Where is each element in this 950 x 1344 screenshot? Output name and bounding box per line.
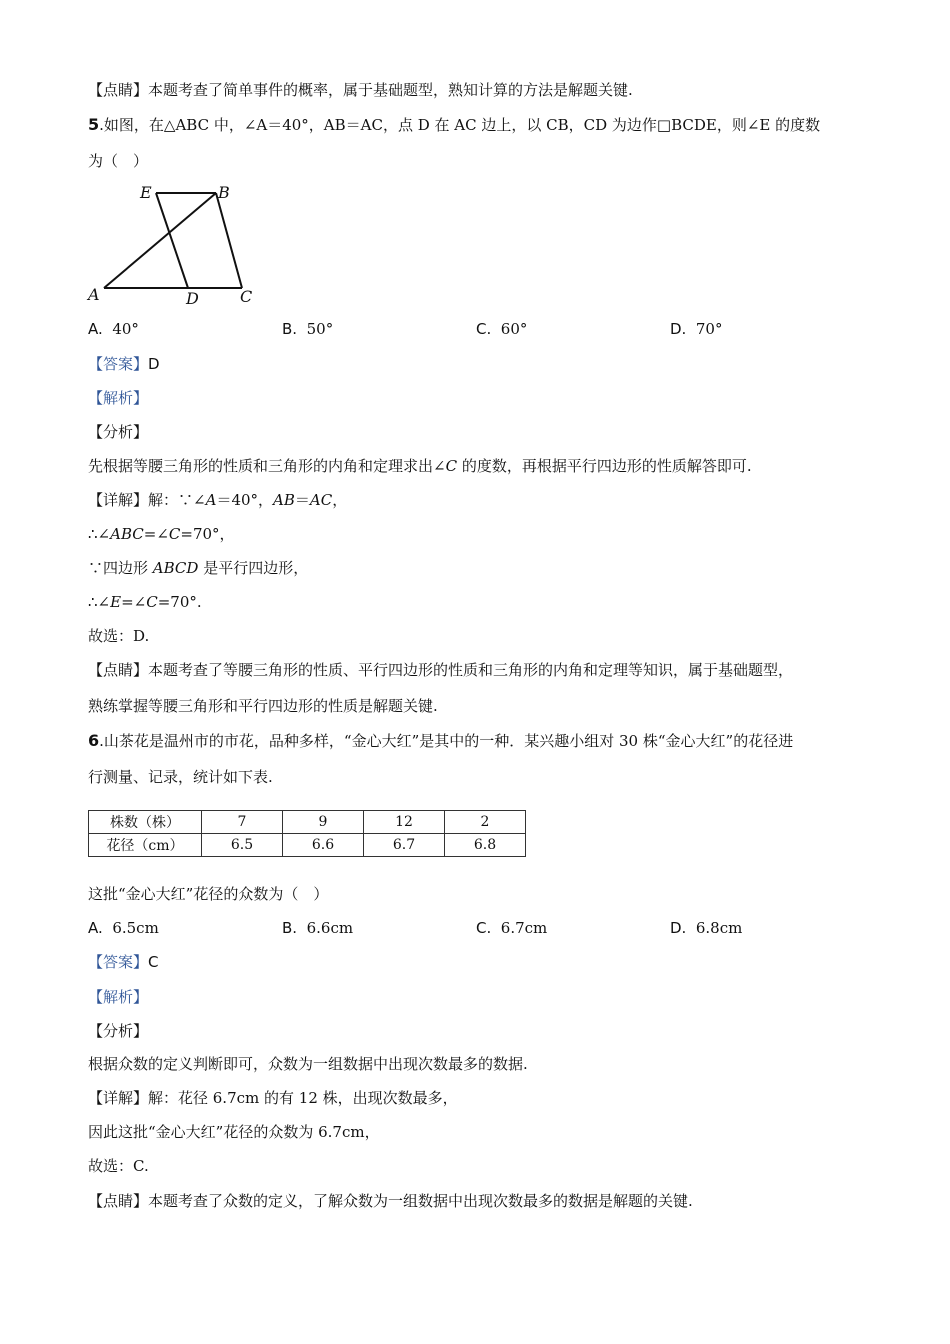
q5-option-c: C. 60° [476,320,528,338]
q6-option-a: A. 6.5cm [88,919,159,937]
q6-stem-line1 [88,731,793,751]
label-c: C [240,287,253,306]
q6-number: 6 [88,731,100,750]
q5-step1: ∴∠ABC=∠C=70°， [88,525,235,543]
q5-stem-line1 [88,115,820,135]
table-header-count: 株数（株） [89,811,202,834]
q6-detail-line2: 因此这批“金心大红”花径的众数为 6.7cm， [88,1123,380,1141]
q6-remark: 【点睛】本题考查了众数的定义，了解众数为一组数据中出现次数最多的数据是解题的关键. [88,1192,693,1210]
table-cell: 6.5 [202,834,283,857]
q6-answer: 【答案】C [88,953,159,971]
q5-remark-line1: 【点睛】本题考查了等腰三角形的性质、平行四边形的性质和三角形的内角和定理等知识，属于基础题型， [88,661,794,679]
q5-analysis-label: 【解析】 [88,389,149,407]
table-cell: 6.6 [283,834,364,857]
label-e: E [140,183,152,202]
q5-fenxi-text: 先根据等腰三角形的性质和三角形的内角和定理求出∠C 的度数，再根据平行四边形的性质解答即可. [88,457,752,475]
q6-fenxi-text: 根据众数的定义判断即可，众数为一组数据中出现次数最多的数据. [88,1055,528,1073]
flower-diameter-table [88,810,526,857]
segment-bc [216,193,242,288]
q6-analysis-label: 【解析】 [88,988,149,1006]
q5-remark-line2: 熟练掌握等腰三角形和平行四边形的性质是解题关键. [88,697,438,715]
q5-fenxi-label: 【分析】 [88,423,149,441]
label-b: B [218,183,230,202]
q6-fenxi-label: 【分析】 [88,1022,149,1040]
q5-choice: 故选：D. [88,627,150,645]
q6-option-d: D. 6.8cm [670,919,743,937]
parallelogram-figure [84,178,264,308]
table-cell: 6.7 [364,834,445,857]
q5-step3: ∴∠E=∠C=70°. [88,593,202,611]
q6-option-b: B. 6.6cm [282,919,354,937]
table-row [89,811,526,834]
q6-choice: 故选：C. [88,1157,149,1175]
label-d: D [186,289,199,308]
q5-number: 5 [88,115,100,134]
table-cell: 9 [283,811,364,834]
table-row [89,834,526,857]
q5-stem-text: .如图，在△ABC 中，∠A＝40°，AB＝AC，点 D 在 AC 边上，以 CB，CD 为边作□BCDE，则∠E 的度数 [99,116,821,134]
q5-stem-line2: 为（ ） [88,152,149,170]
q5-step2: ∵四边形 ABCD 是平行四边形， [88,559,309,577]
table-cell: 6.8 [445,834,526,857]
table-cell: 12 [364,811,445,834]
q6-question: 这批“金心大红”花径的众数为（ ） [88,885,329,903]
label-a: A [88,285,100,304]
table-header-diameter: 花径（cm） [89,834,202,857]
q4-remark: 【点睛】本题考查了简单事件的概率，属于基础题型，熟知计算的方法是解题关键. [88,81,633,99]
q5-option-d: D. 70° [670,320,723,338]
q6-option-c: C. 6.7cm [476,919,548,937]
q5-option-b: B. 50° [282,320,334,338]
q6-stem-text: .山茶花是温州市的市花，品种多样，“金心大红”是其中的一种．某兴趣小组对 30 株“金心大红”的花径进 [99,732,794,750]
table-cell: 7 [202,811,283,834]
q5-detail: 【详解】解：∵∠A＝40°，AB＝AC， [88,491,348,509]
q6-stem-line2: 行测量、记录，统计如下表. [88,768,273,786]
table-cell: 2 [445,811,526,834]
q5-answer: 【答案】D [88,355,160,373]
q6-detail-line1: 【详解】解：花径 6.7cm 的有 12 株，出现次数最多， [88,1089,458,1107]
q5-option-a: A. 40° [88,320,139,338]
